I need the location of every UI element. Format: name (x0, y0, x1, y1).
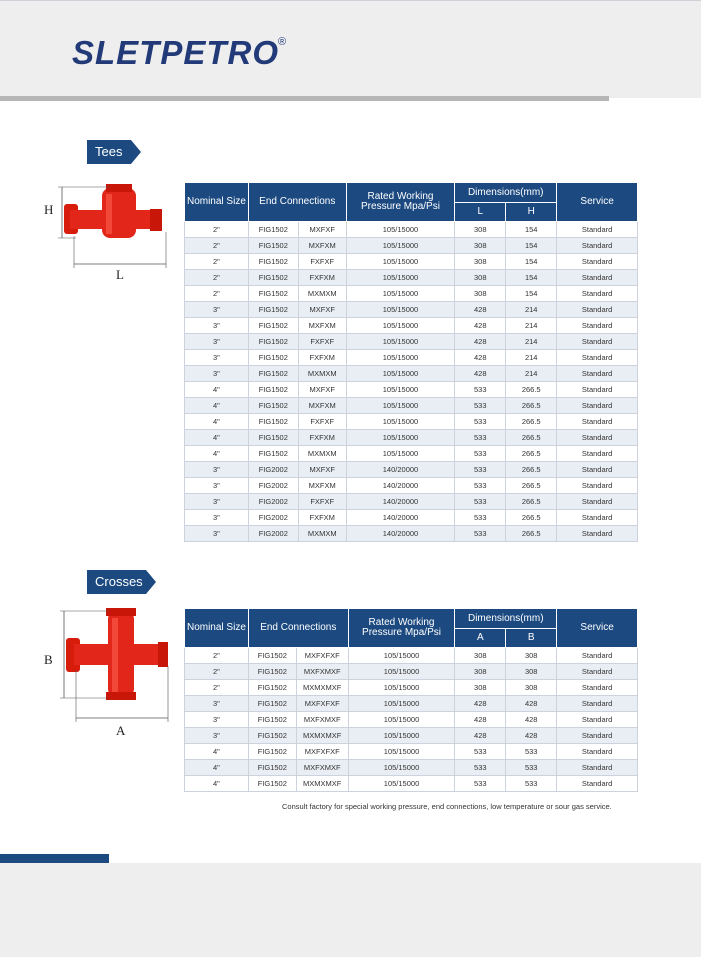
header-dim-l: L (455, 203, 506, 222)
service-cell: Standard (557, 446, 638, 462)
pressure-cell: 140/20000 (346, 462, 455, 478)
dim2-cell: 154 (506, 238, 557, 254)
figure-cell: FIG1502 (248, 398, 298, 414)
figure-cell: FIG1502 (248, 728, 296, 744)
nominal-size-cell: 4" (185, 776, 249, 792)
table-row (185, 382, 638, 398)
header-pressure: Rated Working Pressure Mpa/Psi (346, 183, 455, 222)
dim2-cell: 214 (506, 350, 557, 366)
nominal-size-cell: 3" (185, 494, 249, 510)
figure-cell: FIG1502 (248, 334, 298, 350)
pressure-cell: 105/15000 (346, 366, 455, 382)
end-connection-cell: MXMXM (298, 446, 346, 462)
nominal-size-cell: 2" (185, 254, 249, 270)
dim2-cell: 214 (506, 302, 557, 318)
end-connection-cell: MXFXM (298, 238, 346, 254)
end-connection-cell: MXFXF (298, 382, 346, 398)
table-row (185, 526, 638, 542)
service-cell: Standard (557, 350, 638, 366)
header-dimensions: Dimensions(mm) (455, 183, 557, 203)
table-row (185, 510, 638, 526)
end-connection-cell: FXFXF (298, 254, 346, 270)
footer-accent-bar (0, 854, 109, 863)
pressure-cell: 105/15000 (346, 222, 455, 238)
end-connection-cell: FXFXM (298, 510, 346, 526)
dim1-cell: 428 (455, 712, 506, 728)
figure-cell: FIG1502 (248, 744, 296, 760)
end-connection-cell: MXMXM (298, 526, 346, 542)
pressure-cell: 105/15000 (346, 398, 455, 414)
service-cell: Standard (557, 744, 638, 760)
dim1-cell: 428 (455, 728, 506, 744)
brand-logo: SLETPETRO (72, 34, 280, 71)
figure-cell: FIG2002 (248, 494, 298, 510)
service-cell: Standard (557, 398, 638, 414)
end-connection-cell: MXFXM (298, 478, 346, 494)
nominal-size-cell: 4" (185, 430, 249, 446)
figure-cell: FIG1502 (248, 446, 298, 462)
end-connection-cell: FXFXM (298, 430, 346, 446)
dim1-cell: 308 (455, 238, 506, 254)
service-cell: Standard (557, 760, 638, 776)
pressure-cell: 105/15000 (346, 334, 455, 350)
nominal-size-cell: 3" (185, 462, 249, 478)
table-row (185, 478, 638, 494)
cross-dim-b-label: B (44, 652, 53, 667)
dim1-cell: 533 (455, 776, 506, 792)
pressure-cell: 140/20000 (346, 494, 455, 510)
nominal-size-cell: 3" (185, 712, 249, 728)
end-connection-cell: FXFXF (298, 334, 346, 350)
pressure-cell: 105/15000 (348, 696, 455, 712)
figure-cell: FIG1502 (248, 760, 296, 776)
dim2-cell: 214 (506, 318, 557, 334)
nominal-size-cell: 3" (185, 728, 249, 744)
nominal-size-cell: 2" (185, 270, 249, 286)
header-dim-h: H (506, 203, 557, 222)
service-cell: Standard (557, 696, 638, 712)
service-cell: Standard (557, 462, 638, 478)
dim2-cell: 266.5 (506, 382, 557, 398)
service-cell: Standard (557, 526, 638, 542)
figure-cell: FIG1502 (248, 238, 298, 254)
header-nominal-size: Nominal Size (185, 609, 249, 648)
nominal-size-cell: 4" (185, 382, 249, 398)
figure-cell: FIG1502 (248, 648, 296, 664)
end-connection-cell: MXFXFXF (296, 744, 348, 760)
service-cell: Standard (557, 238, 638, 254)
end-connection-cell: FXFXF (298, 414, 346, 430)
table-row (185, 664, 638, 680)
service-cell: Standard (557, 382, 638, 398)
header-pressure: Rated Working Pressure Mpa/Psi (348, 609, 455, 648)
nominal-size-cell: 3" (185, 696, 249, 712)
crosses-section-tag: Crosses (87, 570, 146, 594)
tee-fitting-icon (64, 184, 162, 238)
cross-dim-a-label: A (116, 723, 126, 738)
pressure-cell: 105/15000 (346, 350, 455, 366)
figure-cell: FIG1502 (248, 350, 298, 366)
nominal-size-cell: 2" (185, 664, 249, 680)
tee-fitting-diagram (40, 180, 175, 275)
pressure-cell: 140/20000 (346, 478, 455, 494)
pressure-cell: 105/15000 (346, 238, 455, 254)
dim1-cell: 533 (455, 414, 506, 430)
table-row (185, 744, 638, 760)
end-connection-cell: MXFXF (298, 302, 346, 318)
dim1-cell: 428 (455, 302, 506, 318)
figure-cell: FIG1502 (248, 254, 298, 270)
dim2-cell: 308 (506, 648, 557, 664)
service-cell: Standard (557, 414, 638, 430)
service-cell: Standard (557, 222, 638, 238)
table-row (185, 430, 638, 446)
nominal-size-cell: 3" (185, 302, 249, 318)
service-cell: Standard (557, 430, 638, 446)
service-cell: Standard (557, 648, 638, 664)
dim1-cell: 428 (455, 318, 506, 334)
nominal-size-cell: 3" (185, 478, 249, 494)
dim2-cell: 308 (506, 664, 557, 680)
nominal-size-cell: 2" (185, 286, 249, 302)
pressure-cell: 105/15000 (346, 286, 455, 302)
service-cell: Standard (557, 510, 638, 526)
dim1-cell: 308 (455, 286, 506, 302)
table-row (185, 286, 638, 302)
service-cell: Standard (557, 318, 638, 334)
nominal-size-cell: 3" (185, 510, 249, 526)
end-connection-cell: FXFXM (298, 350, 346, 366)
pressure-cell: 105/15000 (346, 254, 455, 270)
table-row (185, 238, 638, 254)
dim2-cell: 428 (506, 728, 557, 744)
end-connection-cell: MXFXF (298, 462, 346, 478)
table-row (185, 728, 638, 744)
pressure-cell: 105/15000 (348, 648, 455, 664)
pressure-cell: 105/15000 (348, 712, 455, 728)
table-row (185, 350, 638, 366)
end-connection-cell: MXFXFXF (296, 648, 348, 664)
table-row (185, 222, 638, 238)
service-cell: Standard (557, 478, 638, 494)
service-cell: Standard (557, 680, 638, 696)
nominal-size-cell: 4" (185, 446, 249, 462)
nominal-size-cell: 4" (185, 760, 249, 776)
nominal-size-cell: 4" (185, 414, 249, 430)
service-cell: Standard (557, 366, 638, 382)
header-dimensions: Dimensions(mm) (455, 609, 557, 629)
end-connection-cell: MXFXM (298, 318, 346, 334)
dim1-cell: 533 (455, 526, 506, 542)
pressure-cell: 105/15000 (346, 318, 455, 334)
dim2-cell: 533 (506, 776, 557, 792)
service-cell: Standard (557, 334, 638, 350)
crosses-spec-table (184, 608, 638, 792)
pressure-cell: 105/15000 (348, 744, 455, 760)
dim2-cell: 308 (506, 680, 557, 696)
figure-cell: FIG2002 (248, 478, 298, 494)
dim1-cell: 533 (455, 510, 506, 526)
dim2-cell: 154 (506, 222, 557, 238)
dim1-cell: 308 (455, 222, 506, 238)
table-row (185, 446, 638, 462)
nominal-size-cell: 4" (185, 744, 249, 760)
end-connection-cell: MXFXMXF (296, 664, 348, 680)
nominal-size-cell: 4" (185, 398, 249, 414)
figure-cell: FIG2002 (248, 526, 298, 542)
pressure-cell: 105/15000 (346, 414, 455, 430)
header-end-connections: End Connections (248, 609, 348, 648)
end-connection-cell: MXMXM (298, 286, 346, 302)
figure-cell: FIG1502 (248, 680, 296, 696)
dim1-cell: 308 (455, 254, 506, 270)
nominal-size-cell: 3" (185, 350, 249, 366)
pressure-cell: 105/15000 (346, 302, 455, 318)
figure-cell: FIG1502 (248, 776, 296, 792)
header-divider (0, 96, 609, 101)
dim2-cell: 533 (506, 760, 557, 776)
table-row (185, 334, 638, 350)
service-cell: Standard (557, 494, 638, 510)
figure-cell: FIG1502 (248, 696, 296, 712)
tee-dim-h-label: H (44, 202, 54, 217)
pressure-cell: 105/15000 (348, 728, 455, 744)
figure-cell: FIG1502 (248, 222, 298, 238)
dim1-cell: 533 (455, 744, 506, 760)
table-row (185, 462, 638, 478)
dim2-cell: 154 (506, 286, 557, 302)
end-connection-cell: MXMXMXF (296, 728, 348, 744)
dim2-cell: 533 (506, 744, 557, 760)
figure-cell: FIG1502 (248, 414, 298, 430)
figure-cell: FIG1502 (248, 366, 298, 382)
dim1-cell: 533 (455, 478, 506, 494)
pressure-cell: 105/15000 (348, 664, 455, 680)
table-row (185, 398, 638, 414)
end-connection-cell: MXMXMXF (296, 680, 348, 696)
dim1-cell: 533 (455, 382, 506, 398)
pressure-cell: 105/15000 (346, 382, 455, 398)
end-connection-cell: FXFXM (298, 270, 346, 286)
pressure-cell: 105/15000 (348, 760, 455, 776)
header-service: Service (557, 183, 638, 222)
tees-section-tag: Tees (87, 140, 131, 164)
pressure-cell: 105/15000 (346, 446, 455, 462)
tees-spec-table (184, 182, 638, 542)
dim1-cell: 533 (455, 494, 506, 510)
figure-cell: FIG1502 (248, 270, 298, 286)
table-row (185, 318, 638, 334)
table-row (185, 776, 638, 792)
table-row (185, 712, 638, 728)
figure-cell: FIG1502 (248, 430, 298, 446)
dim2-cell: 266.5 (506, 494, 557, 510)
footnote: Consult factory for special working pressure, end connections, low temperature or sour gas service. (282, 802, 612, 811)
dim2-cell: 266.5 (506, 398, 557, 414)
cross-fitting-diagram (40, 606, 175, 726)
table-row (185, 696, 638, 712)
table-row (185, 302, 638, 318)
pressure-cell: 105/15000 (346, 270, 455, 286)
header-dim-b: B (506, 629, 557, 648)
dim2-cell: 266.5 (506, 462, 557, 478)
table-row (185, 494, 638, 510)
figure-cell: FIG1502 (248, 382, 298, 398)
page-footer (0, 863, 701, 957)
dim2-cell: 428 (506, 712, 557, 728)
dim1-cell: 533 (455, 398, 506, 414)
nominal-size-cell: 3" (185, 334, 249, 350)
dim1-cell: 308 (455, 680, 506, 696)
service-cell: Standard (557, 270, 638, 286)
pressure-cell: 140/20000 (346, 526, 455, 542)
table-row (185, 270, 638, 286)
nominal-size-cell: 2" (185, 680, 249, 696)
figure-cell: FIG2002 (248, 510, 298, 526)
table-row (185, 254, 638, 270)
dim1-cell: 533 (455, 760, 506, 776)
figure-cell: FIG1502 (248, 302, 298, 318)
tee-dim-l-label: L (116, 267, 124, 282)
service-cell: Standard (557, 728, 638, 744)
dim2-cell: 154 (506, 254, 557, 270)
header-end-connections: End Connections (248, 183, 346, 222)
pressure-cell: 105/15000 (346, 430, 455, 446)
figure-cell: FIG1502 (248, 712, 296, 728)
dim1-cell: 308 (455, 270, 506, 286)
nominal-size-cell: 3" (185, 526, 249, 542)
dim2-cell: 214 (506, 366, 557, 382)
dim2-cell: 266.5 (506, 510, 557, 526)
dim2-cell: 214 (506, 334, 557, 350)
service-cell: Standard (557, 254, 638, 270)
figure-cell: FIG1502 (248, 664, 296, 680)
end-connection-cell: FXFXF (298, 494, 346, 510)
dim1-cell: 308 (455, 664, 506, 680)
service-cell: Standard (557, 776, 638, 792)
service-cell: Standard (557, 664, 638, 680)
dim1-cell: 428 (455, 350, 506, 366)
dim1-cell: 428 (455, 696, 506, 712)
table-row (185, 414, 638, 430)
nominal-size-cell: 2" (185, 648, 249, 664)
nominal-size-cell: 3" (185, 366, 249, 382)
figure-cell: FIG2002 (248, 462, 298, 478)
table-row (185, 648, 638, 664)
service-cell: Standard (557, 712, 638, 728)
registered-mark: ® (278, 36, 287, 48)
cross-fitting-icon (66, 608, 168, 700)
header-nominal-size: Nominal Size (185, 183, 249, 222)
nominal-size-cell: 2" (185, 222, 249, 238)
header-service: Service (557, 609, 638, 648)
dim2-cell: 266.5 (506, 478, 557, 494)
dim1-cell: 533 (455, 462, 506, 478)
end-connection-cell: MXFXM (298, 398, 346, 414)
pressure-cell: 105/15000 (348, 776, 455, 792)
service-cell: Standard (557, 286, 638, 302)
dim2-cell: 266.5 (506, 446, 557, 462)
service-cell: Standard (557, 302, 638, 318)
nominal-size-cell: 2" (185, 238, 249, 254)
end-connection-cell: MXMXMXF (296, 776, 348, 792)
dim1-cell: 428 (455, 366, 506, 382)
dim2-cell: 266.5 (506, 414, 557, 430)
end-connection-cell: MXMXM (298, 366, 346, 382)
end-connection-cell: MXFXFXF (296, 696, 348, 712)
pressure-cell: 140/20000 (346, 510, 455, 526)
dim1-cell: 308 (455, 648, 506, 664)
table-row (185, 760, 638, 776)
end-connection-cell: MXFXMXF (296, 712, 348, 728)
table-row (185, 366, 638, 382)
table-row (185, 680, 638, 696)
end-connection-cell: MXFXMXF (296, 760, 348, 776)
dim1-cell: 533 (455, 430, 506, 446)
dim2-cell: 266.5 (506, 526, 557, 542)
end-connection-cell: MXFXF (298, 222, 346, 238)
pressure-cell: 105/15000 (348, 680, 455, 696)
dim2-cell: 266.5 (506, 430, 557, 446)
dim2-cell: 154 (506, 270, 557, 286)
dim1-cell: 533 (455, 446, 506, 462)
dim1-cell: 428 (455, 334, 506, 350)
dim2-cell: 428 (506, 696, 557, 712)
figure-cell: FIG1502 (248, 286, 298, 302)
figure-cell: FIG1502 (248, 318, 298, 334)
header-dim-a: A (455, 629, 506, 648)
nominal-size-cell: 3" (185, 318, 249, 334)
